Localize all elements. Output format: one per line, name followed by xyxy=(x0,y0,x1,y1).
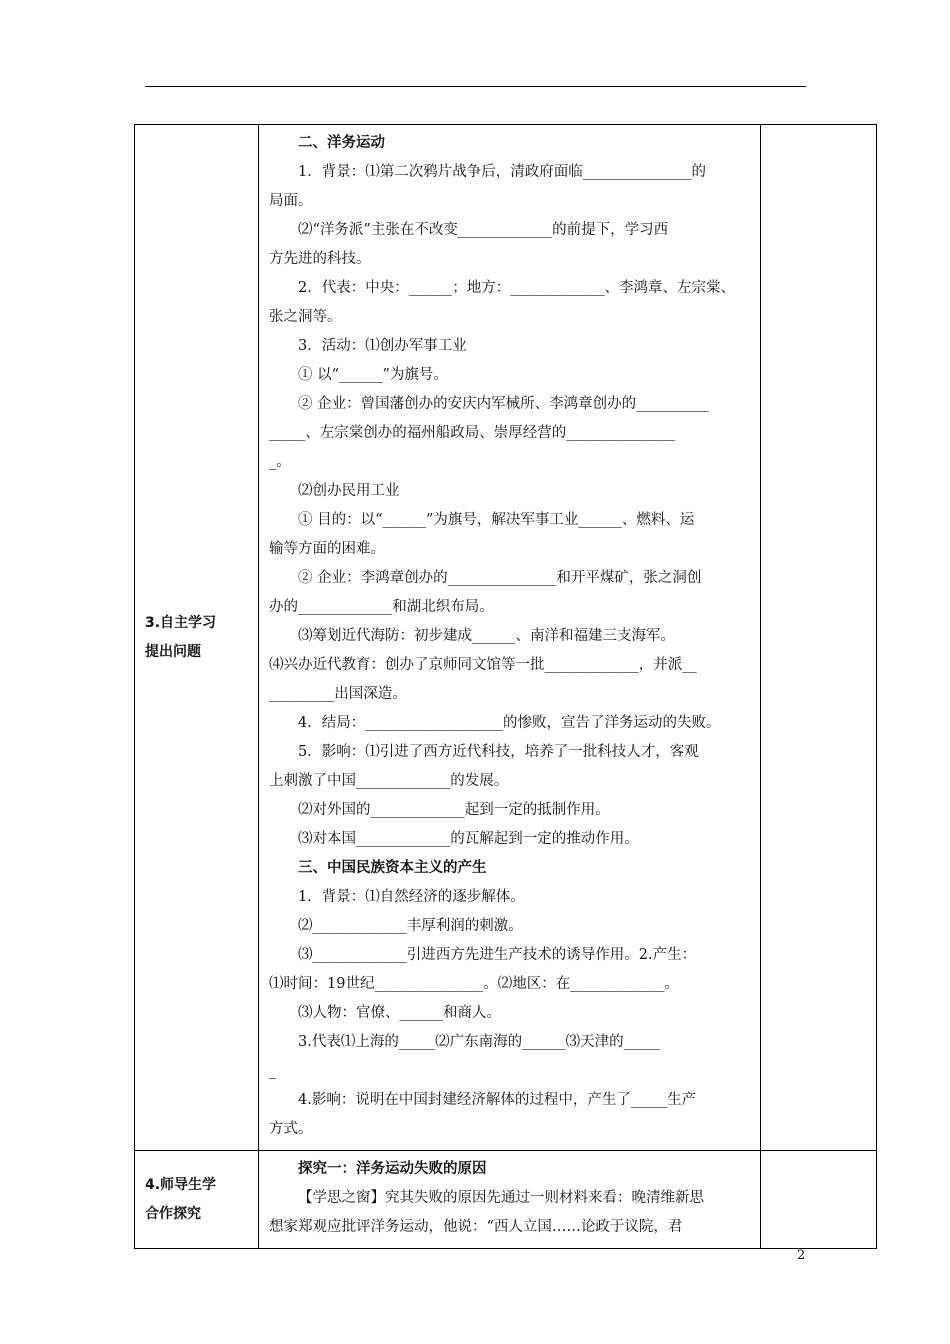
text-line: 方先进的科技。 xyxy=(269,251,371,267)
text-line: 张之洞等。 xyxy=(269,309,342,325)
text-line: 1．背景：⑴第二次鸦片战争后，清政府面临_______________的 xyxy=(298,164,706,180)
text-line: ⑵对外国的_____________起到一定的抵制作用。 xyxy=(298,802,610,818)
text-line: 【学思之窗】究其失败的原因先通过一则材料来看：晚清维新思 xyxy=(298,1190,704,1206)
text-line: 1．背景：⑴自然经济的逐步解体。 xyxy=(298,889,525,905)
text-line: 方式。 xyxy=(269,1121,313,1137)
text-line: _____、左宗棠创办的福州船政局、崇厚经营的_______________ xyxy=(269,425,675,441)
text-line: 4.影响：说明在中国封建经济解体的过程中，产生了_____生产 xyxy=(298,1092,697,1108)
section-heading: 探究一：洋务运动失败的原因 xyxy=(298,1161,487,1177)
row-label xyxy=(135,1151,259,1249)
text-line: 上刺激了中国_____________的发展。 xyxy=(269,773,509,789)
text-line: 办的_____________和湖北织布局。 xyxy=(269,599,494,615)
header-rule xyxy=(145,86,806,87)
text-line: ⑷兴办近代教育：创办了京师同文馆等一批_____________，并派__ xyxy=(269,657,697,673)
text-line: ⑶筹划近代海防：初步建成______、南洋和福建三支海军。 xyxy=(298,628,675,644)
text-line: ② 企业：曾国藩创办的安庆内军械所、李鸿章创办的__________ xyxy=(298,396,709,412)
section-heading: 二、洋务运动 xyxy=(298,135,385,151)
table-row xyxy=(135,1151,877,1249)
text-line: 输等方面的困难。 xyxy=(269,541,385,557)
text-line: ⑵创办民用工业 xyxy=(298,483,400,499)
text-line: ⑴时间：19世纪_______________。⑵地区：在_____________。 xyxy=(269,976,679,992)
text-line: 想家郑观应批评洋务运动，他说：“西人立国……论政于议院，君 xyxy=(269,1219,683,1235)
text-line: ⑶对本国_____________的瓦解起到一定的推动作用。 xyxy=(298,831,639,847)
text-line: 3．活动：⑴创办军事工业 xyxy=(298,338,467,354)
text-line: ⑵_____________丰厚利润的刺激。 xyxy=(298,918,523,934)
row-content xyxy=(259,1151,761,1249)
text-line: ① 目的：以“______”为旗号，解决军事工业______、燃料、运 xyxy=(298,512,695,528)
notes-cell xyxy=(761,1151,877,1249)
text-line: ① 以“______”为旗号。 xyxy=(298,367,448,383)
text-line: _________出国深造。 xyxy=(269,686,407,702)
label-line: 提出问题 xyxy=(145,643,201,660)
notes-cell xyxy=(761,125,877,1151)
label-line: 3.自主学习 xyxy=(145,614,217,631)
text-line: 5．影响：⑴引进了西方近代科技，培养了一批科技人才，客观 xyxy=(298,744,699,760)
text-line: 局面。 xyxy=(269,193,313,209)
row-label xyxy=(135,125,259,1151)
label-line: 合作探究 xyxy=(145,1205,201,1222)
text-line: _ xyxy=(269,1063,277,1079)
text-line: ② 企业：李鸿章创办的_______________和开平煤矿，张之洞创 xyxy=(298,570,702,586)
text-line: ⑶_____________引进西方先进生产技术的诱导作用。2.产生： xyxy=(298,947,697,963)
section-heading: 三、中国民族资本主义的产生 xyxy=(298,860,487,876)
lesson-table xyxy=(134,124,877,1249)
text-line: 2．代表：中央：______；地方：_____________、李鸿章、左宗棠、 xyxy=(298,280,735,296)
text-line: 4．结局：___________________的惨败，宣告了洋务运动的失败。 xyxy=(298,715,721,731)
table-row xyxy=(135,125,877,1151)
row-content xyxy=(259,125,761,1151)
page-number: 2 xyxy=(797,1248,806,1263)
label-line: 4.师导生学 xyxy=(145,1176,217,1193)
text-line: 3.代表⑴上海的_____⑵广东南海的______⑶天津的_____ xyxy=(298,1034,660,1050)
text-line: _。 xyxy=(269,454,291,470)
text-line: ⑵“洋务派”主张在不改变_____________的前提下，学习西 xyxy=(298,222,669,238)
text-line: ⑶人物：官僚、______和商人。 xyxy=(298,1005,501,1021)
